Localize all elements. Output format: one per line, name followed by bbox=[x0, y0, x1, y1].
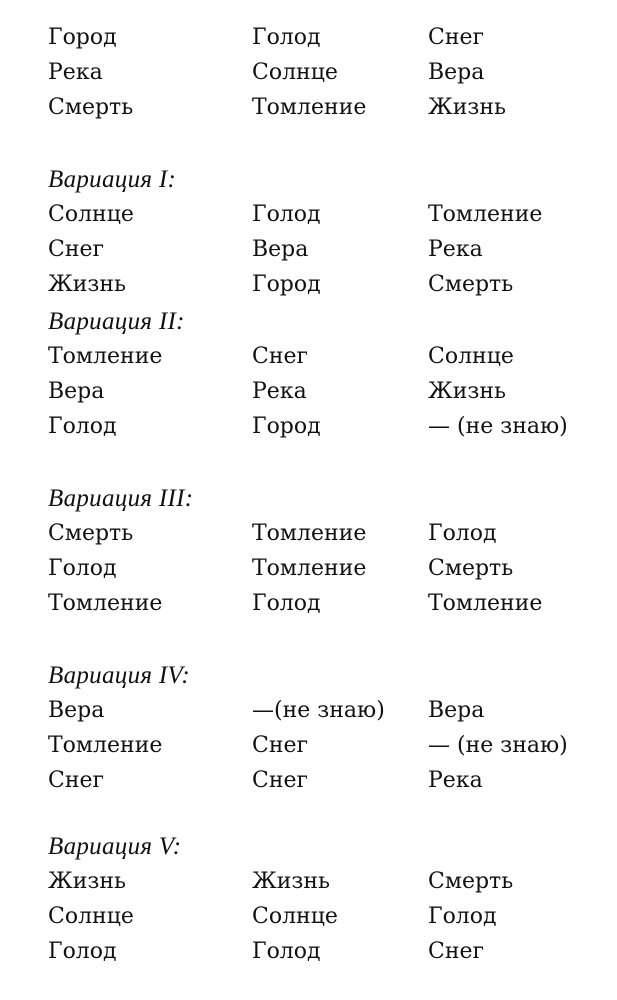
variation-heading: Вариация V: bbox=[48, 833, 182, 860]
grid-row bbox=[0, 728, 617, 763]
grid-row bbox=[0, 339, 617, 374]
word-cell: Река bbox=[428, 237, 483, 262]
grid-row bbox=[0, 90, 617, 125]
word-cell: Солнце bbox=[252, 904, 338, 929]
word-cell: Вера bbox=[252, 237, 309, 262]
word-cell: Смерть bbox=[48, 521, 134, 546]
word-cell: Смерть bbox=[428, 556, 514, 581]
word-cell: Голод bbox=[48, 556, 117, 581]
word-cell: Томление bbox=[48, 344, 163, 369]
word-cell: Томление bbox=[48, 733, 163, 758]
word-cell: Снег bbox=[252, 344, 309, 369]
grid-row bbox=[0, 232, 617, 267]
word-cell: Томление bbox=[428, 202, 543, 227]
word-cell: Солнце bbox=[252, 60, 338, 85]
word-cell: Голод bbox=[48, 939, 117, 964]
grid-row bbox=[0, 693, 617, 728]
word-cell: Жизнь bbox=[428, 379, 507, 404]
variation-heading: Вариация III: bbox=[48, 485, 194, 512]
grid-row bbox=[0, 197, 617, 232]
word-cell: Голод bbox=[252, 202, 321, 227]
word-cell: Река bbox=[428, 768, 483, 793]
word-cell: Жизнь bbox=[48, 272, 127, 297]
word-cell: Снег bbox=[252, 768, 309, 793]
grid-row bbox=[0, 934, 617, 969]
word-cell: Снег bbox=[428, 25, 485, 50]
word-cell: Город bbox=[252, 414, 321, 439]
grid-row bbox=[0, 55, 617, 90]
word-cell: Снег bbox=[48, 237, 105, 262]
word-cell: Вера bbox=[48, 379, 105, 404]
word-cell: Жизнь bbox=[48, 869, 127, 894]
grid-row bbox=[0, 763, 617, 798]
word-cell: Река bbox=[48, 60, 103, 85]
word-cell: Снег bbox=[48, 768, 105, 793]
grid-row bbox=[0, 586, 617, 621]
word-cell: — (не знаю) bbox=[428, 414, 568, 439]
grid-row bbox=[0, 409, 617, 444]
word-cell: Голод bbox=[252, 591, 321, 616]
grid-row bbox=[0, 267, 617, 302]
grid-row bbox=[0, 864, 617, 899]
word-cell: Вера bbox=[428, 60, 485, 85]
word-cell: Голод bbox=[428, 904, 497, 929]
word-cell: Жизнь bbox=[252, 869, 331, 894]
word-cell: Томление bbox=[48, 591, 163, 616]
word-cell: Голод bbox=[48, 414, 117, 439]
word-cell: Смерть bbox=[48, 95, 134, 120]
word-cell: Город bbox=[48, 25, 117, 50]
word-cell: Город bbox=[252, 272, 321, 297]
variation-heading: Вариация IV: bbox=[48, 662, 191, 689]
word-cell: Река bbox=[252, 379, 307, 404]
word-cell: — (не знаю) bbox=[428, 733, 568, 758]
grid-row bbox=[0, 516, 617, 551]
word-cell: Томление bbox=[252, 95, 367, 120]
word-cell: Снег bbox=[428, 939, 485, 964]
variation-heading: Вариация II: bbox=[48, 308, 185, 335]
word-cell: Смерть bbox=[428, 272, 514, 297]
word-cell: Жизнь bbox=[428, 95, 507, 120]
word-cell: Голод bbox=[252, 25, 321, 50]
word-cell: Вера bbox=[48, 698, 105, 723]
word-cell: Голод bbox=[428, 521, 497, 546]
grid-row bbox=[0, 899, 617, 934]
word-cell: Вера bbox=[428, 698, 485, 723]
word-cell: Солнце bbox=[48, 202, 134, 227]
grid-row bbox=[0, 20, 617, 55]
word-cell: Снег bbox=[252, 733, 309, 758]
word-cell: Голод bbox=[252, 939, 321, 964]
grid-row bbox=[0, 374, 617, 409]
word-cell: Солнце bbox=[48, 904, 134, 929]
word-cell: Томление bbox=[252, 556, 367, 581]
word-cell: Томление bbox=[252, 521, 367, 546]
word-cell: Смерть bbox=[428, 869, 514, 894]
variation-heading: Вариация I: bbox=[48, 166, 177, 193]
word-cell: Томление bbox=[428, 591, 543, 616]
grid-row bbox=[0, 551, 617, 586]
word-cell: —(не знаю) bbox=[252, 698, 385, 723]
word-cell: Солнце bbox=[428, 344, 514, 369]
